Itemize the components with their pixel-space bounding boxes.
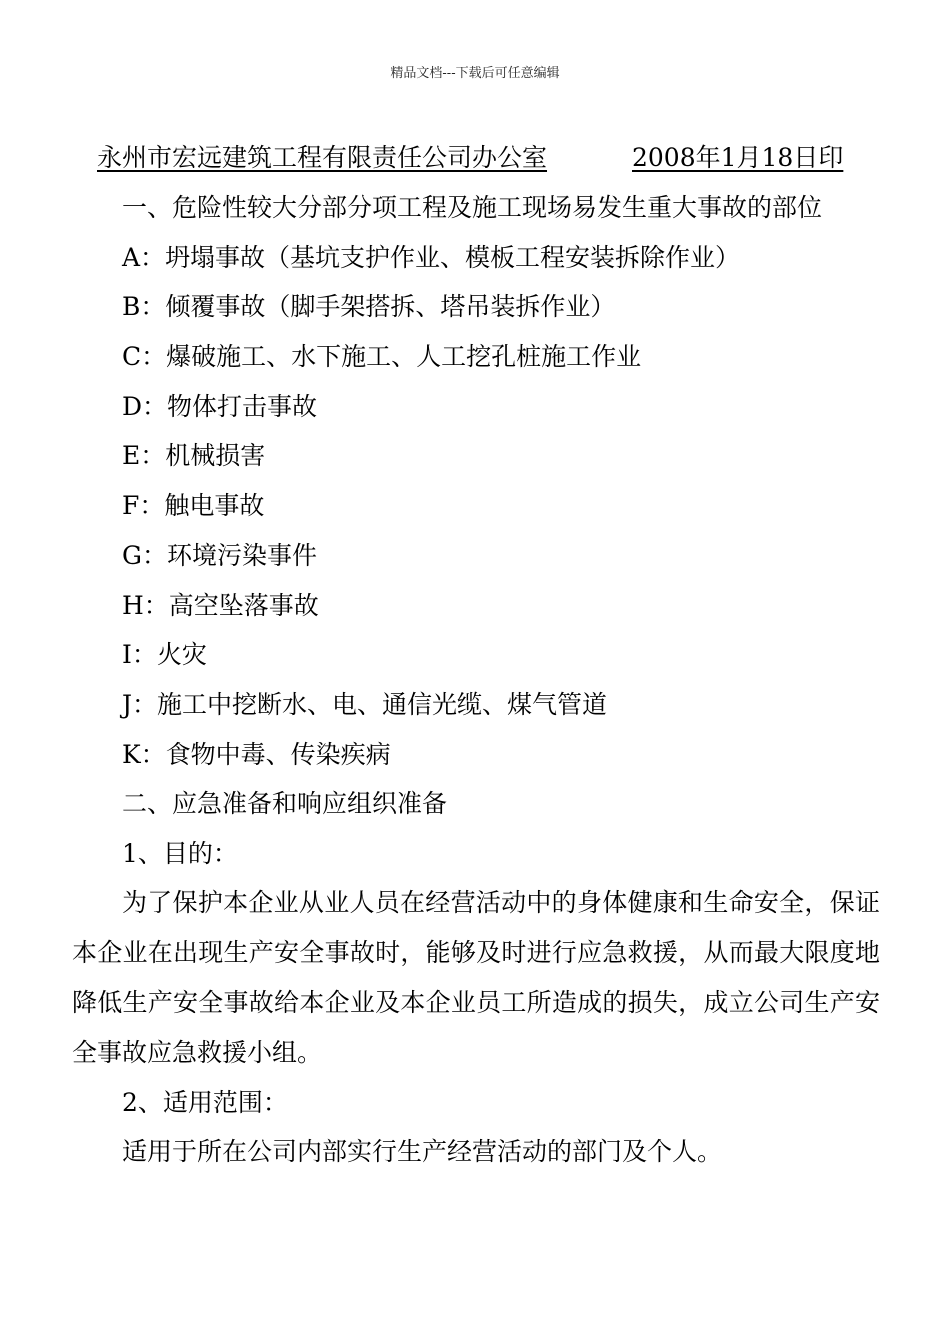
hazard-item-a: A：坍塌事故（基坑支护作业、模板工程安装拆除作业） bbox=[122, 243, 741, 272]
purpose-paragraph: 为了保护本企业从业人员在经营活动中的身体健康和生命安全，保证本企业在出现生产安全事故时，能够及时进行应急救援，从而最大限度地降低生产安全事故给本企业及本企业员工所造成的损失，成立公司生产安全事故应急救援小组。 bbox=[72, 888, 880, 1067]
scope-heading: 2、适用范围： bbox=[122, 1088, 288, 1117]
hazard-item-d: D：物体打击事故 bbox=[122, 392, 318, 421]
hazard-item-c: C：爆破施工、水下施工、人工挖孔桩施工作业 bbox=[122, 342, 642, 371]
hazard-item-e: E：机械损害 bbox=[122, 441, 266, 470]
section1-heading: 一、危险性较大分部分项工程及施工现场易发生重大事故的部位 bbox=[122, 193, 823, 222]
issuer-date: 2008年1月18日印 bbox=[632, 143, 844, 172]
issuer-office: 永州市宏远建筑工程有限责任公司办公室 bbox=[97, 143, 548, 172]
hazard-item-i: I：火灾 bbox=[122, 640, 207, 669]
hazard-item-h: H：高空坠落事故 bbox=[122, 591, 319, 620]
hazard-item-j: J：施工中挖断水、电、通信光缆、煤气管道 bbox=[122, 690, 608, 719]
purpose-heading: 1、目的： bbox=[122, 839, 238, 868]
hazard-item-k: K：食物中毒、传染疾病 bbox=[122, 740, 391, 769]
issuer-line bbox=[97, 143, 857, 173]
scope-paragraph: 适用于所在公司内部实行生产经营活动的部门及个人。 bbox=[122, 1137, 723, 1166]
hazard-item-b: B：倾覆事故（脚手架搭拆、塔吊装拆作业） bbox=[122, 292, 616, 321]
section2-heading: 二、应急准备和响应组织准备 bbox=[122, 789, 448, 818]
hazard-item-g: G：环境污染事件 bbox=[122, 541, 317, 570]
page-header-watermark: 精品文档---下载后可任意编辑 bbox=[390, 66, 560, 81]
hazard-item-f: F：触电事故 bbox=[122, 491, 265, 520]
